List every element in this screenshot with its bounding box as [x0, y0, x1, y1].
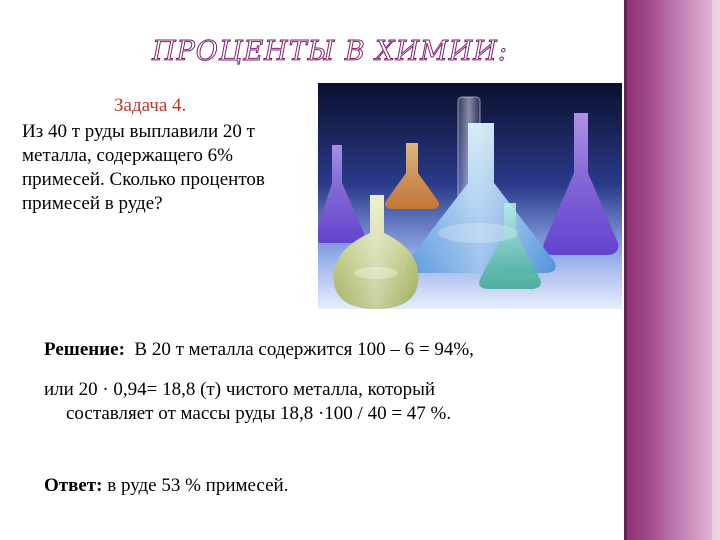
answer-line [44, 475, 288, 497]
flasks-illustration [318, 83, 622, 309]
solution-line-2: или 20 · 0,94= 18,8 (т) чистого металла, который [44, 379, 436, 400]
answer-label: Ответ: [44, 475, 103, 496]
chemistry-flasks-photo [318, 83, 622, 309]
solution-line-1 [44, 338, 474, 362]
task-heading: Задача 4. [114, 95, 187, 116]
decorative-sidebar [624, 0, 720, 540]
solution-text-1: В 20 т металла содержится 100 – 6 = 94%, [134, 339, 474, 360]
solution-label: Решение: [44, 339, 125, 360]
task-text: Из 40 т руды выплавили 20 т металла, содержащего 6% примесей. Сколько процентов примесей в руде? [22, 121, 265, 214]
slide-title: ПРОЦЕНТЫ В ХИМИИ: [152, 36, 508, 67]
answer-text: в руде 53 % примесей. [107, 475, 289, 496]
solution-line-3: составляет от массы руды 18,8 ·100 / 40 = 47 %. [66, 403, 452, 424]
